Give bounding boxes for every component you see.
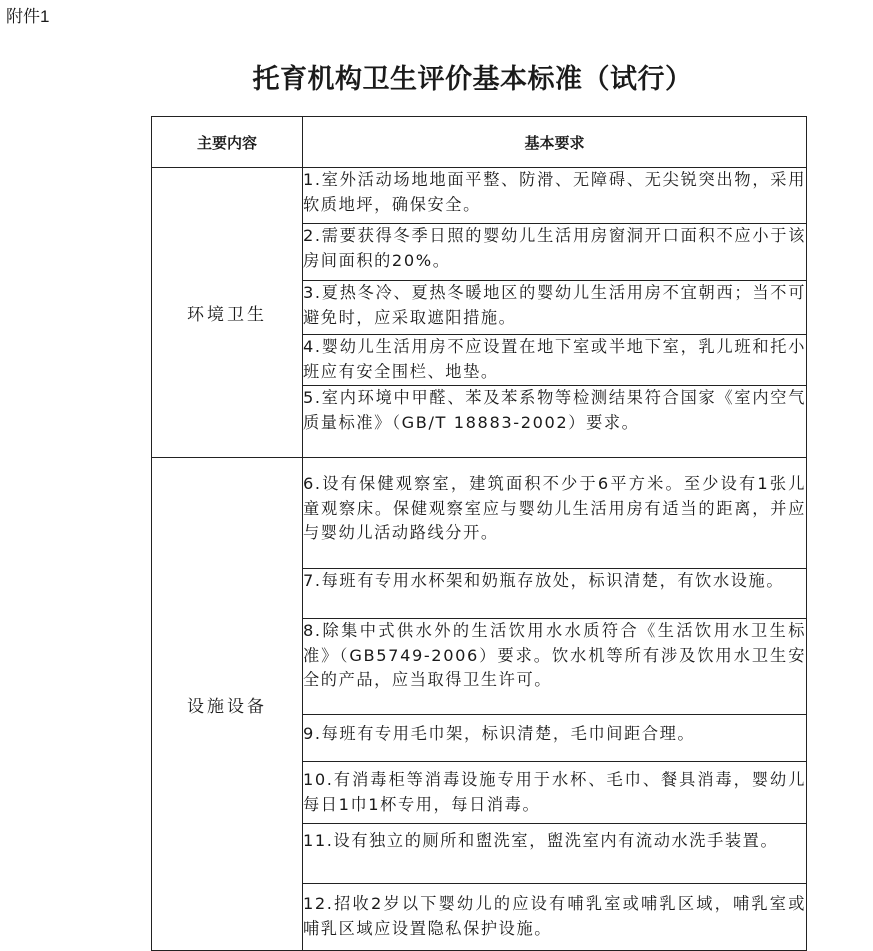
requirement-item: 10.有消毒柜等消毒设施专用于水杯、毛巾、餐具消毒，婴幼儿每日1巾1杯专用，每日消毒。	[303, 762, 807, 824]
standards-table	[151, 116, 807, 951]
requirement-item: 6.设有保健观察室，建筑面积不少于6平方米。至少设有1张儿童观察床。保健观察室应与婴幼儿生活用房有适当的距离，并应与婴幼儿活动路线分开。	[303, 458, 807, 569]
table-row	[152, 168, 807, 224]
requirement-item: 5.室内环境中甲醛、苯及苯系物等检测结果符合国家《室内空气质量标准》（GB/T 18883-2002）要求。	[303, 386, 807, 458]
requirement-item: 3.夏热冬冷、夏热冬暖地区的婴幼儿生活用房不宜朝西；当不可避免时，应采取遮阳措施。	[303, 281, 807, 335]
requirement-item: 8.除集中式供水外的生活饮用水水质符合《生活饮用水卫生标准》（GB5749-2006）要求。饮水机等所有涉及饮用水卫生安全的产品，应当取得卫生许可。	[303, 619, 807, 715]
requirement-item: 11.设有独立的厕所和盥洗室，盥洗室内有流动水洗手装置。	[303, 824, 807, 884]
document-title: 托育机构卫生评价基本标准（试行）	[252, 64, 693, 95]
requirement-item: 2.需要获得冬季日照的婴幼儿生活用房窗洞开口面积不应小于该房间面积的20%。	[303, 224, 807, 281]
category-environment-hygiene: 环境卫生	[152, 168, 303, 458]
requirement-item: 12.招收2岁以下婴幼儿的应设有哺乳室或哺乳区域，哺乳室或哺乳区域应设置隐私保护设施。	[303, 884, 807, 951]
requirement-item: 9.每班有专用毛巾架，标识清楚，毛巾间距合理。	[303, 715, 807, 762]
table-header-row	[152, 117, 807, 168]
attachment-label: 附件1	[6, 7, 50, 26]
requirement-item: 1.室外活动场地地面平整、防滑、无障碍、无尖锐突出物，采用软质地坪，确保安全。	[303, 168, 807, 224]
header-category: 主要内容	[152, 117, 303, 168]
requirement-item: 7.每班有专用水杯架和奶瓶存放处，标识清楚，有饮水设施。	[303, 569, 807, 619]
category-facilities-equipment: 设施设备	[152, 458, 303, 951]
header-requirement: 基本要求	[303, 117, 807, 168]
table-row	[152, 458, 807, 569]
requirement-item: 4.婴幼儿生活用房不应设置在地下室或半地下室，乳儿班和托小班应有安全围栏、地垫。	[303, 335, 807, 386]
